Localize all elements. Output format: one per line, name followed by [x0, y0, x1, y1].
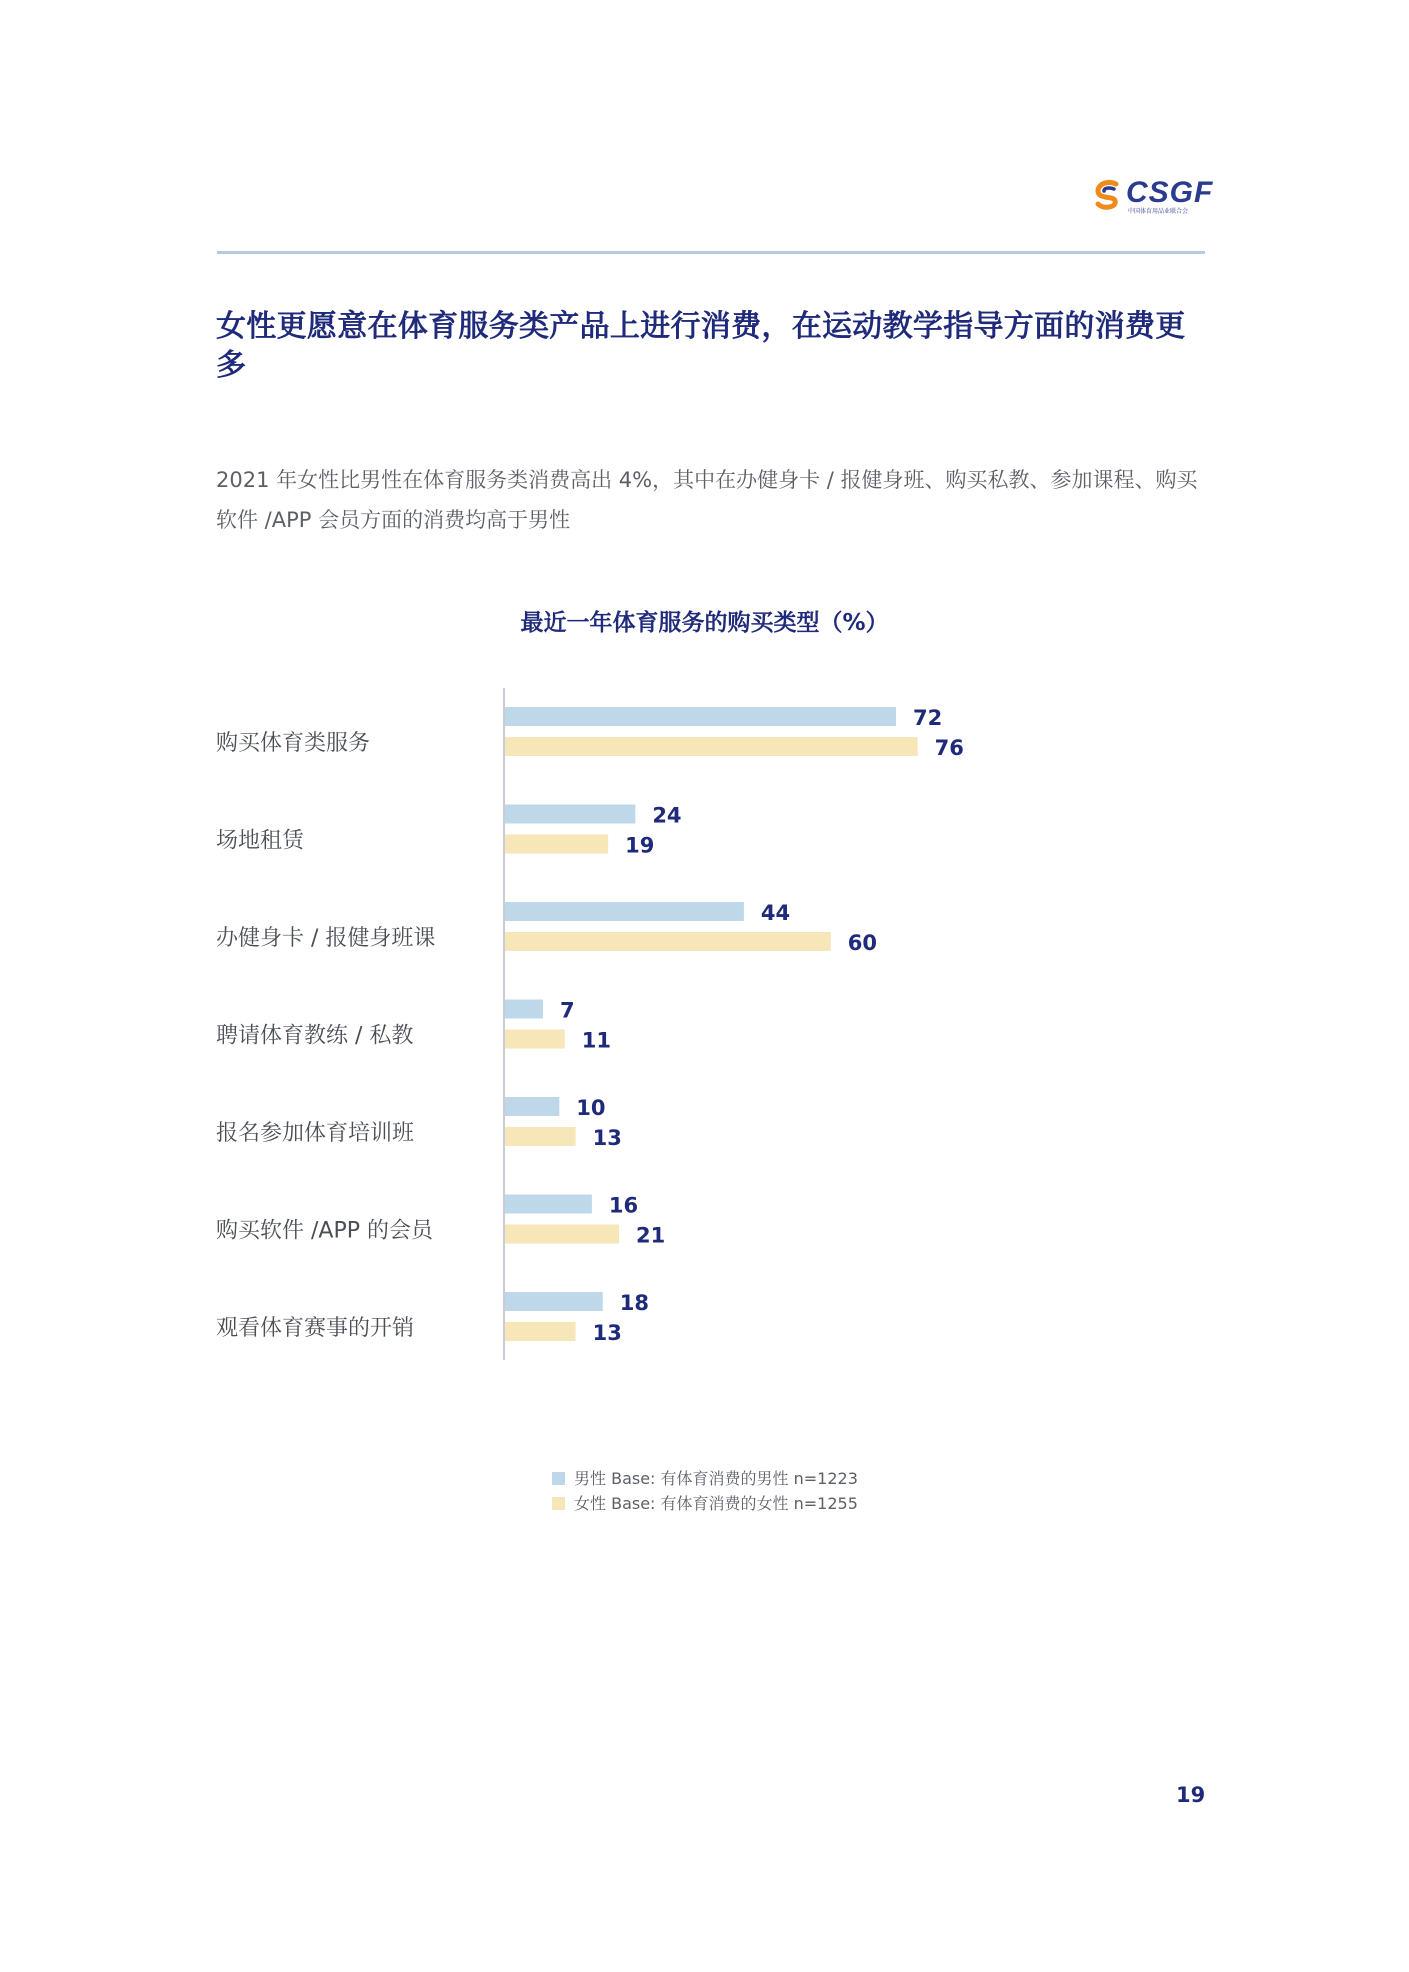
value-label-female: 76	[934, 736, 964, 760]
bar-female	[505, 1127, 576, 1146]
chart-title: 最近一年体育服务的购买类型（%）	[520, 610, 889, 636]
bar-female	[505, 932, 831, 951]
category-label: 聘请体育教练 / 私教	[216, 1023, 414, 1049]
value-label-female: 19	[625, 833, 655, 858]
bar-female	[505, 1225, 619, 1244]
value-label-female: 13	[592, 1321, 622, 1345]
bar-female	[505, 1322, 576, 1341]
intro-paragraph: 2021 年女性比男性在体育服务类消费高出 4%，其中在办健身卡 / 报健身班、购买私教、参加课程、购买软件 /APP 会员方面的消费均高于男性	[216, 468, 1198, 532]
legend-swatch-female	[552, 1497, 565, 1510]
bar-male	[505, 1195, 592, 1214]
logo-subtitle: 中国体育用品业联合会	[1128, 208, 1189, 215]
category-label: 购买软件 /APP 的会员	[216, 1218, 433, 1244]
value-label-female: 11	[581, 1028, 611, 1053]
value-label-male: 7	[560, 998, 575, 1023]
value-label-female: 21	[636, 1223, 666, 1248]
category-label: 购买体育类服务	[216, 731, 371, 756]
category-label: 办健身卡 / 报健身班课	[216, 926, 436, 951]
bar-male	[505, 707, 896, 726]
chart-legend	[552, 1466, 858, 1516]
value-label-male: 72	[912, 706, 943, 730]
value-label-female: 60	[847, 931, 878, 955]
legend-item-male	[552, 1466, 858, 1491]
logo-text: CSGF	[1126, 176, 1214, 209]
bar-male	[505, 1292, 603, 1311]
bar-female	[505, 737, 918, 756]
legend-label-female: 女性 Base: 有体育消费的女性 n=1255	[574, 1494, 858, 1513]
page-headline: 女性更愿意在体育服务类产品上进行消费，在运动教学指导方面的消费更多	[216, 309, 1186, 383]
bar-male	[505, 805, 635, 824]
value-label-female: 13	[592, 1126, 622, 1150]
bar-female	[505, 835, 608, 854]
value-label-male: 18	[619, 1291, 649, 1315]
category-label: 场地租赁	[216, 828, 305, 854]
value-label-male: 10	[576, 1096, 606, 1120]
bar-male	[505, 1000, 543, 1019]
bar-female	[505, 1030, 565, 1049]
legend-swatch-male	[552, 1472, 565, 1485]
value-label-male: 16	[608, 1193, 639, 1218]
page-number: 19	[1176, 1783, 1206, 1807]
legend-label-male: 男性 Base: 有体育消费的男性 n=1223	[574, 1469, 858, 1488]
bar-male	[505, 1097, 559, 1116]
value-label-male: 44	[760, 901, 791, 925]
category-label: 报名参加体育培训班	[216, 1121, 415, 1146]
category-label: 观看体育赛事的开销	[216, 1316, 415, 1341]
legend-item-female	[552, 1491, 858, 1516]
bar-male	[505, 902, 744, 921]
value-label-male: 24	[652, 803, 682, 828]
